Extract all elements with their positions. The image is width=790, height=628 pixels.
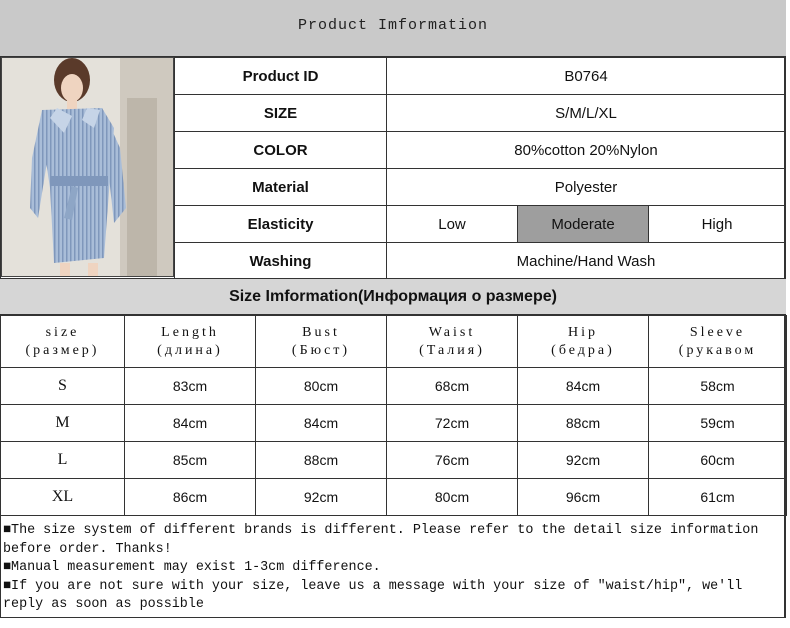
size-cell: M [1,405,125,442]
header-ru: (Талия) [419,342,485,358]
size-label: SIZE [175,95,387,132]
hip-cell: 84cm [518,368,649,405]
elasticity-high: High [649,206,786,243]
header-en: Length [161,324,219,340]
product-id-value: B0764 [387,58,786,95]
size-cell: L [1,442,125,479]
info-row-material [175,169,786,206]
bust-cell: 92cm [256,479,387,516]
hip-cell: 96cm [518,479,649,516]
material-value: Polyester [387,169,786,206]
length-cell: 83cm [125,368,256,405]
header-en: Sleeve [689,324,746,340]
column-header-sleeve [649,316,787,368]
bust-cell: 84cm [256,405,387,442]
product-info-table [174,57,786,280]
header-ru: (длина) [157,342,223,358]
bust-cell: 88cm [256,442,387,479]
table-row [1,479,787,516]
info-row-elasticity [175,206,786,243]
note-measurement-difference: ■Manual measurement may exist 1-3cm difference. [3,560,381,575]
header-ru: (рукавом [678,342,757,358]
color-value: 80%cotton 20%Nylon [387,132,786,169]
size-value: S/M/L/XL [387,95,786,132]
sleeve-cell: 61cm [649,479,787,516]
column-header-waist [387,316,518,368]
washing-value: Machine/Hand Wash [387,243,786,280]
bust-cell: 80cm [256,368,387,405]
size-information-header: Size Imformation(Информация о размере) [0,278,786,315]
length-cell: 85cm [125,442,256,479]
table-row [1,368,787,405]
color-label: COLOR [175,132,387,169]
info-row-product-id [175,58,786,95]
info-row-color [175,132,786,169]
material-label: Material [175,169,387,206]
info-row-washing [175,243,786,280]
waist-cell: 72cm [387,405,518,442]
column-header-length [125,316,256,368]
note-contact-us: ■If you are not sure with your size, leave us a message with your size of "waist/hip", we'll reply as soon as possible [3,578,743,612]
sleeve-cell: 58cm [649,368,787,405]
header-en: size [45,324,80,340]
washing-label: Washing [175,243,387,280]
header-ru: (бедра) [551,342,615,358]
size-chart-table [0,315,787,516]
length-cell: 84cm [125,405,256,442]
length-cell: 86cm [125,479,256,516]
product-information-banner: Product Imformation [0,0,786,57]
size-cell: S [1,368,125,405]
column-header-bust [256,316,387,368]
header-en: Bust [302,324,340,340]
header-en: Waist [428,324,476,340]
striped-dress-model-image [2,58,173,276]
table-row [1,405,787,442]
waist-cell: 80cm [387,479,518,516]
elasticity-low: Low [387,206,518,243]
header-ru: (Бюст) [291,342,351,358]
table-row [1,442,787,479]
size-notes [3,522,783,615]
elasticity-moderate-selected: Moderate [518,206,649,243]
header-ru: (размер) [25,342,100,358]
sleeve-cell: 60cm [649,442,787,479]
waist-cell: 76cm [387,442,518,479]
column-header-hip [518,316,649,368]
product-photo [1,57,174,277]
elasticity-label: Elasticity [175,206,387,243]
note-size-system: ■The size system of different brands is different. Please refer to the detail size information before order. Thanks! [3,523,759,557]
hip-cell: 92cm [518,442,649,479]
info-row-size [175,95,786,132]
size-cell: XL [1,479,125,516]
hip-cell: 88cm [518,405,649,442]
column-header-size [1,316,125,368]
header-en: Hip [568,324,598,340]
product-id-label: Product ID [175,58,387,95]
sleeve-cell: 59cm [649,405,787,442]
waist-cell: 68cm [387,368,518,405]
size-chart-header-row [1,316,787,368]
